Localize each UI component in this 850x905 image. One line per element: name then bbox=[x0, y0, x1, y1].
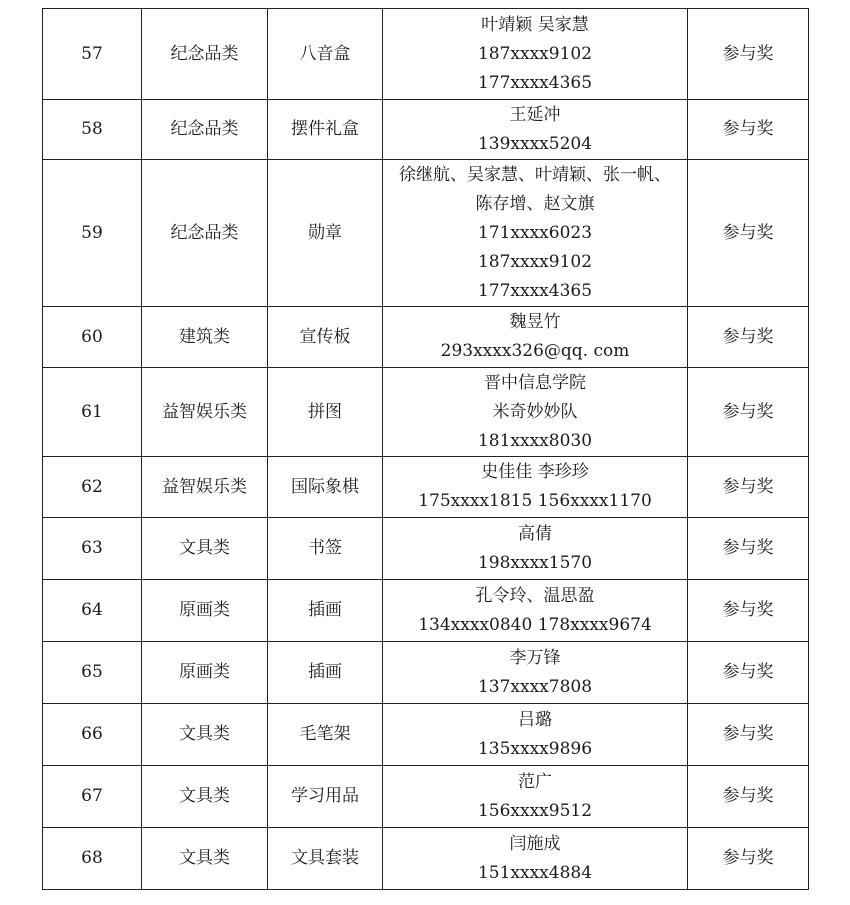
award-cell: 参与奖 bbox=[688, 580, 809, 642]
item-name-cell: 学习用品 bbox=[268, 766, 383, 828]
contact-line: 高倩 bbox=[518, 523, 552, 544]
row-number-cell: 63 bbox=[43, 518, 142, 580]
contact-line: 198xxxx1570 bbox=[477, 552, 593, 573]
contact-line: 魏昱竹 bbox=[509, 312, 561, 332]
contact-line: 闫施成 bbox=[509, 833, 561, 854]
contact-line: 139xxxx5204 bbox=[477, 133, 593, 154]
contact-line: 134xxxx0840 178xxxx9674 bbox=[418, 614, 652, 635]
contact-cell bbox=[383, 457, 688, 518]
row-number-cell: 64 bbox=[43, 580, 142, 642]
table-row bbox=[43, 307, 809, 368]
contact-cell bbox=[383, 580, 688, 642]
contact-cell bbox=[383, 642, 688, 704]
contact-line: 187xxxx9102 bbox=[477, 251, 593, 272]
award-cell: 参与奖 bbox=[688, 828, 809, 890]
item-name-cell: 八音盒 bbox=[268, 9, 383, 100]
category-cell: 益智娱乐类 bbox=[142, 368, 268, 457]
category-cell: 纪念品类 bbox=[142, 100, 268, 160]
award-cell: 参与奖 bbox=[688, 100, 809, 160]
table-row bbox=[43, 580, 809, 642]
category-cell: 文具类 bbox=[142, 518, 268, 580]
category-cell: 原画类 bbox=[142, 580, 268, 642]
table-row bbox=[43, 100, 809, 160]
contact-line: 175xxxx1815 156xxxx1170 bbox=[418, 491, 652, 511]
item-name-cell: 插画 bbox=[268, 642, 383, 704]
contact-line: 177xxxx4365 bbox=[477, 72, 593, 93]
contact-line: 171xxxx6023 bbox=[477, 222, 593, 243]
contact-line: 李万锋 bbox=[509, 647, 561, 668]
contact-line: 史佳佳 李珍珍 bbox=[481, 462, 589, 482]
item-name-cell: 插画 bbox=[268, 580, 383, 642]
table-row bbox=[43, 642, 809, 704]
contact-line: 293xxxx326@qq. com bbox=[440, 341, 630, 361]
award-cell: 参与奖 bbox=[688, 307, 809, 368]
contact-line: 181xxxx8030 bbox=[477, 430, 593, 451]
category-cell: 原画类 bbox=[142, 642, 268, 704]
table-row bbox=[43, 160, 809, 307]
award-table bbox=[42, 8, 809, 890]
award-cell: 参与奖 bbox=[688, 9, 809, 100]
contact-cell bbox=[383, 828, 688, 890]
item-name-cell: 书签 bbox=[268, 518, 383, 580]
contact-cell bbox=[383, 160, 688, 307]
category-cell: 文具类 bbox=[142, 704, 268, 766]
contact-line: 吕璐 bbox=[518, 709, 552, 730]
contact-cell bbox=[383, 518, 688, 580]
award-cell: 参与奖 bbox=[688, 642, 809, 704]
category-cell: 纪念品类 bbox=[142, 160, 268, 307]
contact-line: 187xxxx9102 bbox=[477, 43, 593, 64]
contact-line: 王延冲 bbox=[509, 104, 561, 125]
item-name-cell: 毛笔架 bbox=[268, 704, 383, 766]
contact-line: 范广 bbox=[518, 771, 552, 792]
category-cell: 纪念品类 bbox=[142, 9, 268, 100]
contact-cell bbox=[383, 766, 688, 828]
row-number-cell: 66 bbox=[43, 704, 142, 766]
row-number-cell: 61 bbox=[43, 368, 142, 457]
contact-line: 156xxxx9512 bbox=[477, 800, 593, 821]
item-name-cell: 国际象棋 bbox=[268, 457, 383, 518]
row-number-cell: 62 bbox=[43, 457, 142, 518]
contact-line: 陈存增、赵文旗 bbox=[475, 193, 595, 214]
item-name-cell: 文具套装 bbox=[268, 828, 383, 890]
category-cell: 建筑类 bbox=[142, 307, 268, 368]
row-number-cell: 57 bbox=[43, 9, 142, 100]
contact-line: 米奇妙妙队 bbox=[492, 401, 578, 422]
table-row bbox=[43, 368, 809, 457]
award-cell: 参与奖 bbox=[688, 766, 809, 828]
contact-line: 晋中信息学院 bbox=[484, 372, 586, 393]
award-table-body bbox=[43, 9, 809, 890]
contact-cell bbox=[383, 307, 688, 368]
award-cell: 参与奖 bbox=[688, 160, 809, 307]
award-cell: 参与奖 bbox=[688, 704, 809, 766]
contact-line: 徐继航、吴家慧、叶靖颖、张一帆、 bbox=[399, 164, 671, 185]
row-number-cell: 65 bbox=[43, 642, 142, 704]
row-number-cell: 59 bbox=[43, 160, 142, 307]
contact-line: 177xxxx4365 bbox=[477, 280, 593, 301]
row-number-cell: 58 bbox=[43, 100, 142, 160]
table-row bbox=[43, 766, 809, 828]
contact-cell bbox=[383, 100, 688, 160]
row-number-cell: 68 bbox=[43, 828, 142, 890]
contact-line: 135xxxx9896 bbox=[477, 738, 593, 759]
table-row bbox=[43, 518, 809, 580]
contact-line: 151xxxx4884 bbox=[477, 862, 593, 883]
item-name-cell: 拼图 bbox=[268, 368, 383, 457]
row-number-cell: 60 bbox=[43, 307, 142, 368]
category-cell: 文具类 bbox=[142, 766, 268, 828]
contact-line: 叶靖颖 吴家慧 bbox=[481, 14, 589, 35]
contact-cell bbox=[383, 9, 688, 100]
award-cell: 参与奖 bbox=[688, 457, 809, 518]
table-row bbox=[43, 828, 809, 890]
table-row bbox=[43, 704, 809, 766]
item-name-cell: 宣传板 bbox=[268, 307, 383, 368]
award-cell: 参与奖 bbox=[688, 518, 809, 580]
award-cell: 参与奖 bbox=[688, 368, 809, 457]
row-number-cell: 67 bbox=[43, 766, 142, 828]
contact-cell bbox=[383, 368, 688, 457]
item-name-cell: 摆件礼盒 bbox=[268, 100, 383, 160]
table-row bbox=[43, 457, 809, 518]
category-cell: 益智娱乐类 bbox=[142, 457, 268, 518]
table-row bbox=[43, 9, 809, 100]
item-name-cell: 勋章 bbox=[268, 160, 383, 307]
category-cell: 文具类 bbox=[142, 828, 268, 890]
contact-line: 孔令玲、温思盈 bbox=[475, 585, 595, 606]
contact-line: 137xxxx7808 bbox=[477, 676, 593, 697]
contact-cell bbox=[383, 704, 688, 766]
